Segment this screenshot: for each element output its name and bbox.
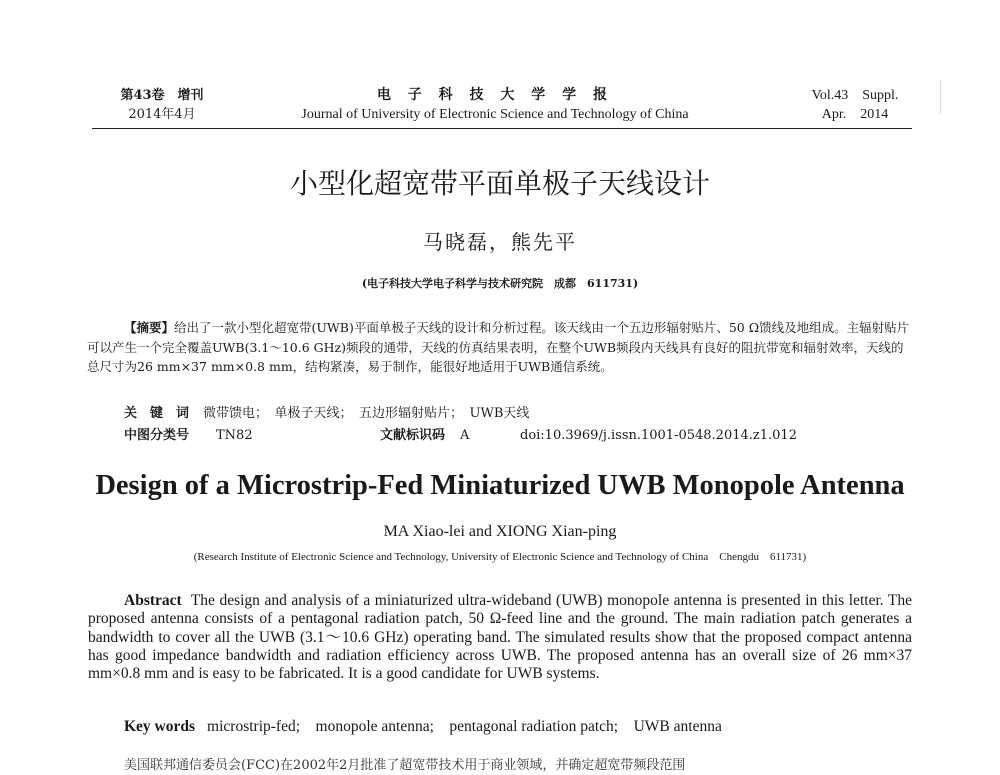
header-rule [92,128,912,129]
clc-label: 中图分类号 [124,428,190,443]
clc-value: TN82 [216,428,253,443]
header-left [92,86,232,124]
paper-title-en: Design of a Microstrip-Fed Miniaturized UWB Monopole Antenna [95,470,905,501]
volume-en: Vol.43 Suppl. [811,88,899,103]
authors-cn: 马晓磊，熊先平 [423,230,577,254]
doc-code-label: 文献标识码 [380,428,446,443]
doc-code-value: A [460,428,470,443]
volume-cn: 第43卷 增刊 [120,88,204,103]
keywords-cn-label: 关 键 词 [124,406,190,421]
body-text-start: 美国联邦通信委员会(FCC)在2002年2月批准了超宽带技术用于商业领域，并确定超宽带频段范围 [124,758,686,773]
header-center [270,86,720,124]
affiliation-cn: (电子科技大学电子科学与技术研究院 成都 611731) [361,277,639,290]
paper-title-cn: 小型化超宽带平面单极子天线设计 [289,167,710,200]
abstract-cn-text: 给出了一款小型化超宽带(UWB)平面单极子天线的设计和分析过程。该天线由一个五边形辐射贴片、50 Ω馈线及地组成。主辐射贴片可以产生一个完全覆盖UWB(3.1～10.6 GHz)频段的通带，天线的仿真结果表明，在整个UWB频段内天线具有良好的阻抗带宽和辐射效率，天线的总尺寸为26 mm×37 mm×0.8 mm，结构紧凑，易于制作，能很好地适用于UWB通信系统。 [87,320,910,374]
abstract-cn-label: 【摘要】 [124,320,175,335]
journal-title-en: Journal of University of Electronic Science and Technology of China [301,107,689,122]
keywords-en-text: microstrip-fed; monopole antenna; pentagonal radiation patch; UWB antenna [207,718,722,735]
date-en: Apr. 2014 [821,107,889,122]
abstract-en-text: The design and analysis of a miniaturized ultra-wideband (UWB) monopole antenna is presented in this letter. The proposed antenna consists of a pentagonal radiation patch, 50 Ω-feed line and the ground. The main radiation patch generates a bandwidth to cover all the UWB (3.1～10.6 GHz) operating band. The simulated results show that the proposed compact antenna has good impedance bandwidth and radiation efficiency across UWB. The proposed antenna has an overall size of 26 mm×37 mm×0.8 mm and is easy to be fabricated. It is a good candidate for UWB systems. [88,592,913,683]
keywords-cn [124,405,904,423]
keywords-en-label: Key words [124,718,196,735]
keywords-cn-text: 微带馈电； 单极子天线； 五边形辐射贴片； UWB天线 [203,406,530,421]
margin-mark [940,80,941,114]
journal-title-cn: 电 子 科 技 大 学 学 报 [376,87,614,103]
abstract-en-label: Abstract [124,592,182,609]
keywords-en [124,717,904,736]
affiliation-en: (Research Institute of Electronic Science and Technology, University of Electronic Science and Technology of China Chengdu 611731) [193,551,807,563]
classification-line [124,427,904,445]
authors-en: MA Xiao-lei and XIONG Xian-ping [383,523,617,540]
abstract-en [88,592,912,683]
doi: doi:10.3969/j.issn.1001-0548.2014.z1.012 [520,428,797,443]
abstract-cn [87,318,910,377]
header-right [800,86,910,124]
date-cn: 2014年4月 [128,107,196,122]
